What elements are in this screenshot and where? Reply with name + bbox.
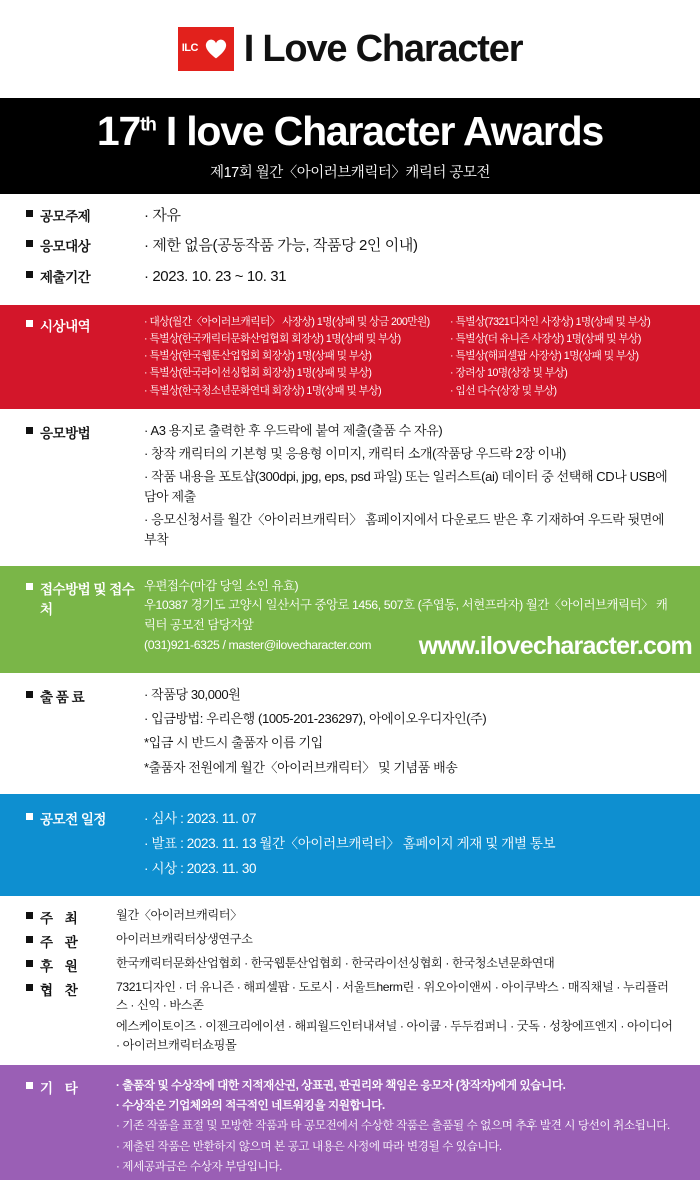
section-submission xyxy=(0,566,700,674)
org-row-supporter-extra xyxy=(0,1017,700,1054)
value-period: · 2023. 10. 23 ~ 10. 31 xyxy=(144,267,287,285)
label-eligibility-text: 응모대상 xyxy=(40,239,91,255)
label-organizer-text: 주 관 xyxy=(40,934,82,950)
awards-column-left xyxy=(144,314,444,400)
heart-icon xyxy=(203,36,229,60)
schedule-item: · 시상 : 2023. 11. 30 xyxy=(144,857,674,882)
section-how-to-apply xyxy=(0,409,700,566)
label-host-text: 주 최 xyxy=(40,910,82,926)
schedule-item: · 심사 : 2023. 11. 07 xyxy=(144,807,674,832)
label-schedule xyxy=(26,807,144,828)
org-row-host xyxy=(0,906,700,927)
fee-note: *출품자 전원에게 월간〈아이러브캐릭터〉 및 기념품 배송 xyxy=(144,759,458,775)
receipt-address: 우10387 경기도 고양시 일산서구 중앙로 1456, 507호 (주엽동, 서현프라자) 월간〈아이러브캐릭터〉 캐릭터 공모전 담당자앞 xyxy=(144,598,668,633)
label-sponsor-text: 후 원 xyxy=(40,958,82,974)
logo-band xyxy=(0,0,700,98)
label-topic xyxy=(26,204,144,225)
bullet-square-icon xyxy=(26,912,33,919)
label-etc-text: 기 타 xyxy=(40,1080,82,1096)
value-sponsor: 한국캐릭터문화산업협회 · 한국웹툰산업협회 · 한국라이선싱협회 · 한국청소년문화연대 xyxy=(116,955,555,970)
fee-item: · 입금방법: 우리은행 (1005-201-236297), 아에이오우디자인(주) xyxy=(144,709,674,729)
org-row-supporter xyxy=(0,978,700,1015)
award-item: · 특별상(한국캐릭터문화산업협회 회장상) 1명(상패 및 부상) xyxy=(144,331,444,348)
bullet-square-icon xyxy=(26,984,33,991)
etc-item: · 출품작 및 수상작에 대한 지적재산권, 상표권, 판권리와 책임은 응모자 (창작자)에게 있습니다. xyxy=(116,1076,674,1096)
fee-note: *입금 시 반드시 출품자 이름 기입 xyxy=(144,735,323,751)
info-row-eligibility xyxy=(0,234,700,257)
etc-item: · 기존 작품을 표절 및 모방한 작품과 타 공모전에서 수상한 작품은 출품될 수 없으며 추후 발견 시 당선이 취소됩니다. xyxy=(116,1116,674,1136)
label-method-text: 응모방법 xyxy=(40,425,91,441)
section-entry-fee xyxy=(0,673,700,794)
awards-lists xyxy=(144,314,674,400)
award-item: · 장려상 10명(상장 및 부상) xyxy=(450,365,674,382)
title-band xyxy=(0,98,700,194)
label-supporter-extra xyxy=(26,1017,116,1018)
label-host xyxy=(26,906,116,927)
org-row-sponsor xyxy=(0,954,700,975)
receipt-mail-note: 우편접수(마감 당일 소인 유효) xyxy=(144,578,299,593)
label-fee-text: 출 품 료 xyxy=(40,690,85,706)
section-basic-info xyxy=(0,194,700,305)
label-method xyxy=(26,421,144,442)
section-schedule xyxy=(0,794,700,896)
schedule-list xyxy=(144,807,674,882)
brand-logo xyxy=(178,27,523,71)
logo-mark-icon xyxy=(178,27,234,71)
label-sponsor xyxy=(26,954,116,975)
section-etc xyxy=(0,1065,700,1180)
label-schedule-text: 공모전 일정 xyxy=(40,811,106,827)
label-awards-text: 시상내역 xyxy=(40,318,91,334)
label-eligibility xyxy=(26,234,144,255)
bullet-square-icon xyxy=(26,320,33,327)
value-eligibility: · 제한 없음(공동작품 가능, 작품당 2인 이내) xyxy=(144,237,418,255)
award-item: · 입선 다수(상장 및 부상) xyxy=(450,383,674,400)
website-url[interactable]: www.ilovecharacter.com xyxy=(418,632,692,661)
bullet-square-icon xyxy=(26,813,33,820)
label-awards xyxy=(26,314,144,335)
label-period xyxy=(26,265,144,286)
etc-item: · 제출된 작품은 반환하지 않으며 본 공고 내용은 사정에 따라 변경될 수 있습니다. xyxy=(116,1137,674,1157)
award-item: · 대상(월간〈아이러브캐릭터〉 사장상) 1명(상패 및 상금 200만원) xyxy=(144,314,444,331)
value-host: 월간〈아이러브캐릭터〉 xyxy=(116,907,242,922)
method-item: · 작품 내용을 포토샵(300dpi, jpg, eps, psd 파일) 또는 일러스트(ai) 데이터 중 선택해 CD나 USB에 담아 제출 xyxy=(144,467,674,507)
title-ordinal: 17 xyxy=(96,108,141,154)
receipt-contact: (031)921-6325 / master@ilovecharacter.com xyxy=(144,638,372,653)
etc-row xyxy=(0,1076,700,1177)
method-row xyxy=(0,421,700,554)
bullet-square-icon xyxy=(26,210,33,217)
award-subtitle: 제17회 월간〈아이러브캐릭터〉캐릭터 공모전 xyxy=(210,165,490,182)
value-supporter-extra: 에스케이토이즈 · 이젠크리에이션 · 해피월드인터내셔널 · 아이쿱 · 두두컴퍼니 · 굿독 · 성창에프엔지 · 아이디어 · 아이러브캐릭터쇼핑몰 xyxy=(116,1019,673,1052)
schedule-row xyxy=(0,807,700,882)
etc-item: · 수상작은 기업체와의 적극적인 네트워킹을 지원합니다. xyxy=(116,1096,674,1116)
award-item: · 특별상(한국라이선싱협회 회장상) 1명(상패 및 부상) xyxy=(144,365,444,382)
fee-body xyxy=(144,685,674,782)
org-row-organizer xyxy=(0,930,700,951)
bullet-square-icon xyxy=(26,271,33,278)
schedule-item: · 발표 : 2023. 11. 13 월간〈아이러브캐릭터〉 홈페이지 게재 및 개별 통보 xyxy=(144,832,674,857)
section-awards xyxy=(0,305,700,409)
award-item: · 특별상(더 유니즌 사장상) 1명(상패 및 부상) xyxy=(450,331,674,348)
awards-column-right xyxy=(450,314,674,400)
award-item: · 특별상(한국청소년문화연대 회장상) 1명(상패 및 부상) xyxy=(144,383,444,400)
title-ordinal-suffix: th xyxy=(140,114,156,136)
info-row-period xyxy=(0,265,700,288)
bullet-square-icon xyxy=(26,1082,33,1089)
title-main-text: I love Character Awards xyxy=(165,108,604,154)
award-item: · 특별상(7321디자인 사장상) 1명(상패 및 부상) xyxy=(450,314,674,331)
method-item: · A3 용지로 출력한 후 우드락에 붙여 제출(출품 수 자유) xyxy=(144,421,674,441)
method-list xyxy=(144,421,674,554)
label-fee xyxy=(26,685,144,706)
awards-row xyxy=(0,314,700,400)
label-period-text: 제출기간 xyxy=(40,269,91,285)
award-item: · 특별상(한국웹툰산업협회 회장상) 1명(상패 및 부상) xyxy=(144,348,444,365)
label-supporter xyxy=(26,978,116,999)
logo-mark-text: ILC xyxy=(181,42,198,54)
value-organizer: 아이러브캐릭터상생연구소 xyxy=(116,931,253,946)
bullet-square-icon xyxy=(26,240,33,247)
label-supporter-text: 협 찬 xyxy=(40,982,82,998)
section-organizers xyxy=(0,896,700,1065)
bullet-square-icon xyxy=(26,691,33,698)
bullet-square-icon xyxy=(26,583,33,590)
bullet-square-icon xyxy=(26,936,33,943)
fee-row xyxy=(0,685,700,782)
bullet-square-icon xyxy=(26,960,33,967)
bullet-square-icon xyxy=(26,427,33,434)
label-receipt xyxy=(26,577,144,618)
brand-name: I Love Character xyxy=(243,27,523,70)
value-topic: · 자유 xyxy=(144,207,181,225)
label-topic-text: 공모주제 xyxy=(40,209,91,225)
label-organizer xyxy=(26,930,116,951)
method-item: · 응모신청서를 월간〈아이러브캐릭터〉 홈페이지에서 다운로드 받은 후 기재하여 우드락 뒷면에 부착 xyxy=(144,510,674,550)
fee-item: · 작품당 30,000원 xyxy=(144,685,674,705)
label-etc xyxy=(26,1076,116,1097)
value-supporter: 7321디자인 · 더 유니즌 · 해피셀팝 · 도로시 · 서울트herm린 · 위오아이앤씨 · 아이쿠박스 · 매직채널 · 누리플러스 · 신익 · 바스존 xyxy=(116,979,669,1012)
award-item: · 특별상(해피셀팝 사장상) 1명(상패 및 부상) xyxy=(450,348,674,365)
etc-item: · 제세공과금은 수상자 부담입니다. xyxy=(116,1157,674,1177)
info-row-topic xyxy=(0,204,700,227)
etc-list xyxy=(116,1076,674,1177)
label-receipt-text: 접수방법 및 접수처 xyxy=(40,581,135,617)
method-item: · 창작 캐릭터의 기본형 및 응용형 이미지, 캐릭터 소개(작품당 우드락 2장 이내) xyxy=(144,444,674,464)
award-title xyxy=(0,108,700,155)
